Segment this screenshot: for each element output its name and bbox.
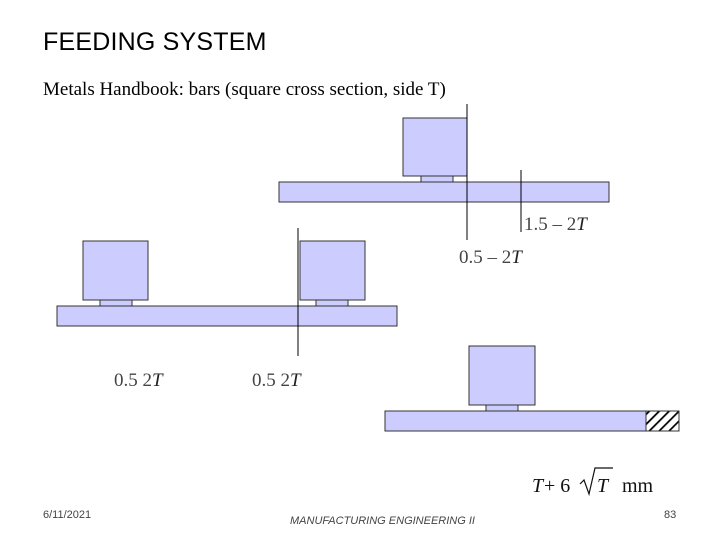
left-riser-1 (83, 241, 148, 300)
label-left-2: 0.5 2T (252, 370, 301, 391)
slide-footer: MANUFACTURING ENGINEERING II (290, 515, 475, 527)
left-riser-1-neck (100, 300, 132, 306)
top-riser (403, 118, 467, 176)
slide-page-number: 83 (664, 509, 677, 521)
top-bar (279, 182, 609, 202)
riser-distance-formula (532, 468, 654, 497)
slide-title: FEEDING SYSTEM (43, 28, 267, 56)
bottom-bar (385, 411, 647, 431)
label-top-right: 1.5 – 2T (524, 214, 587, 235)
svg-text:T: T (532, 475, 544, 497)
bottom-riser-neck (486, 405, 518, 411)
label-left-1: 0.5 2T (114, 370, 163, 391)
slide-subtitle: Metals Handbook: bars (square cross section, side T) (43, 79, 446, 100)
label-top-left: 0.5 – 2T (459, 247, 522, 268)
left-bar (57, 306, 397, 326)
top-riser-neck (421, 176, 453, 182)
bottom-riser (469, 346, 535, 405)
slide-date: 6/11/2021 (43, 509, 92, 521)
svg-text:+ 6: + 6 (544, 475, 571, 497)
bottom-chill-hatch (646, 411, 679, 431)
left-riser-2-neck (316, 300, 348, 306)
left-riser-2 (300, 241, 365, 300)
svg-text:T: T (597, 475, 609, 497)
svg-text:mm: mm (622, 475, 654, 497)
